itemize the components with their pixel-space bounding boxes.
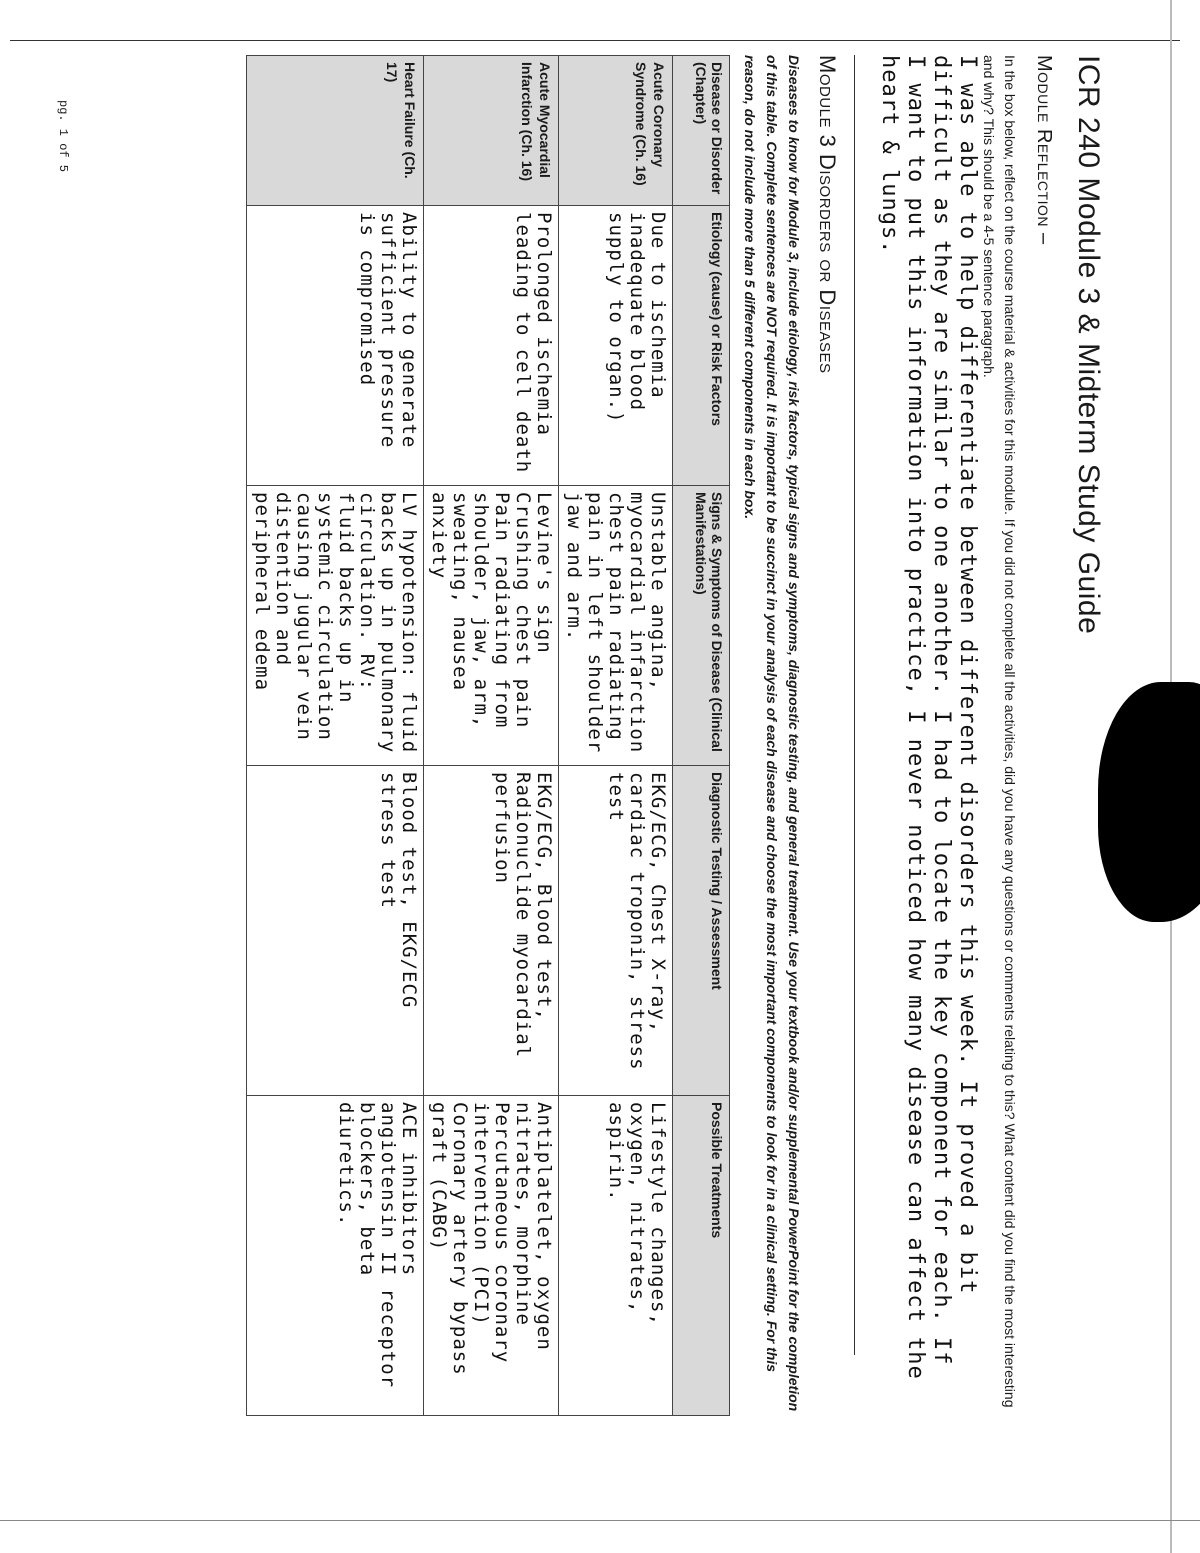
etiology-cell[interactable]: Ability to generate sufficient pressure is compromised [247, 206, 424, 486]
treatments-cell[interactable]: Lifestyle changes, oxygen, nitrates, aspirin. [559, 1096, 673, 1416]
header-treatments: Possible Treatments [673, 1096, 730, 1416]
diagnostic-cell[interactable]: Blood test, EKG/ECG stress test [247, 766, 424, 1096]
etiology-cell[interactable]: Prolonged ischemia leading to cell death [424, 206, 559, 486]
scan-border-bottom [0, 1520, 1200, 1521]
page-title: ICR 240 Module 3 & Midterm Study Guide [1072, 55, 1105, 635]
disorders-table [246, 55, 730, 1416]
header-signs: Signs & Symptoms of Disease (Clinical Manifestations) [673, 486, 730, 766]
disorders-instructions: Diseases to know for Module 3, include etiology, risk factors, typical signs and symptoms, diagnostic testing, and general treatment. Use your textbook and/or supplemental PowerPoint for the completion of this table. Complete sentences are NOT required. It is important to be succinct in your analysis of each disease and choose the most important components to look for in a clinical setting. For this reason, do not include more than 5 different components in each box. [742, 55, 802, 1412]
treatments-cell[interactable]: ACE inhibitors angiotensin II receptor blockers, beta diuretics. [247, 1096, 424, 1416]
header-diagnostic: Diagnostic Testing / Assessment [673, 766, 730, 1096]
signs-cell[interactable]: Levine's sign Crushing chest pain Pain radiating from shoulder, jaw, arm, sweating, nausea anxiety [424, 486, 559, 766]
signs-cell[interactable]: LV hypotension: fluid backs up in pulmonary circulation. RV: fluid backs up in systemic circulation causing jugular vein distention and peripheral edema [247, 486, 424, 766]
disease-cell: Heart Failure (Ch. 17) [247, 56, 424, 206]
header-disease: Disease or Disorder (Chapter) [673, 56, 730, 206]
reflection-response-text: I was able to help differentiate between different disorders this week. It proved a bit difficult as they are similar to one another. I had to locate the key component for each. If I want to put this information into practice, I never noticed how many disease can affect the heart & lungs. [877, 55, 980, 1395]
study-guide-page [30, 55, 1105, 1445]
reflection-instructions: In the box below, reflect on the course material & activities for this module. If you did not complete all the activities, did you have any questions or comments relating to this? What content did you find the most interesting and why? This should be a 4-5 sentence paragraph. [981, 55, 1018, 1408]
diagnostic-cell[interactable]: EKG/ECG, Chest X-ray, cardiac troponin, stress test [559, 766, 673, 1096]
header-etiology: Etiology (cause) or Risk Factors [673, 206, 730, 486]
disorders-heading: Module 3 Disorders or Diseases [815, 55, 840, 374]
table-row [559, 56, 673, 1416]
page-number: pg. 1 of 5 [56, 100, 70, 173]
etiology-cell[interactable]: Due to ischemia inadequate blood supply to organ.) [559, 206, 673, 486]
reflection-heading: Module Reflection – [1033, 55, 1055, 245]
table-row [247, 56, 424, 1416]
scan-border-top [10, 40, 1180, 41]
signs-cell[interactable]: Unstable angina, myocardial infarction chest pain radiating pain in left shoulder jaw and arm. [559, 486, 673, 766]
diagnostic-cell[interactable]: EKG/ECG, Blood test, Radionuclide myocardial perfusion [424, 766, 559, 1096]
disease-cell: Acute Myocardial Infarction (Ch. 16) [424, 56, 559, 206]
table-header-row [673, 56, 730, 1416]
treatments-cell[interactable]: Antiplatelet, oxygen nitrates, morphine Percutaneous coronary intervention (PCI) Coronary artery bypass graft (CABG) [424, 1096, 559, 1416]
disease-cell: Acute Coronary Syndrome (Ch. 16) [559, 56, 673, 206]
table-row [424, 56, 559, 1416]
reflection-response-box[interactable] [854, 55, 980, 1395]
redaction-mark [1098, 682, 1200, 922]
